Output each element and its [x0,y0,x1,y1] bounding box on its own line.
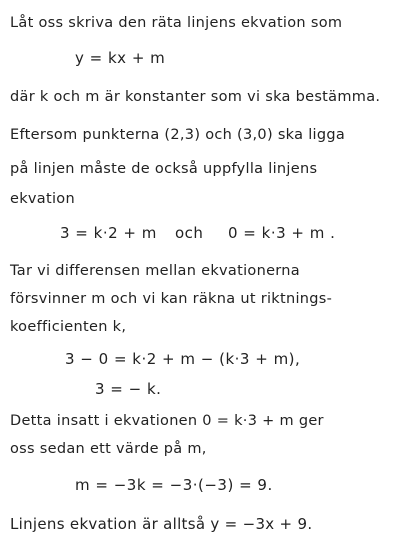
text-line-8: koefficienten k, [10,319,127,335]
text-line-2: där k och m är konstanter som vi ska bestämma. [10,89,381,105]
text-line-6: Tar vi differensen mellan ekvationerna [10,263,300,279]
text-line-4: på linjen måste de också uppfylla linjens [10,161,318,177]
equation-point-2: 0 = k·3 + m . [228,224,336,242]
equation-point-1: 3 = k·2 + m [60,224,157,242]
text-line-5: ekvation [10,191,75,207]
text-line-9: Detta insatt i ekvationen 0 = k·3 + m ger [10,413,324,429]
equation-result-k: 3 = − k. [95,380,162,398]
text-line-10: oss sedan ett värde på m, [10,441,207,457]
text-line-1: Låt oss skriva den räta linjens ekvation som [10,15,343,31]
equation-result-m: m = −3k = −3·(−3) = 9. [75,476,273,494]
word-och: och [175,224,204,242]
text-line-3: Eftersom punkterna (2,3) och (3,0) ska ligga [10,127,346,143]
equation-difference: 3 − 0 = k·2 + m − (k·3 + m), [65,350,301,368]
text-line-final: Linjens ekvation är alltså y = −3x + 9. [10,515,313,533]
equation-line-form: y = kx + m [75,49,166,67]
text-line-7: försvinner m och vi kan räkna ut riktnings- [10,291,333,307]
